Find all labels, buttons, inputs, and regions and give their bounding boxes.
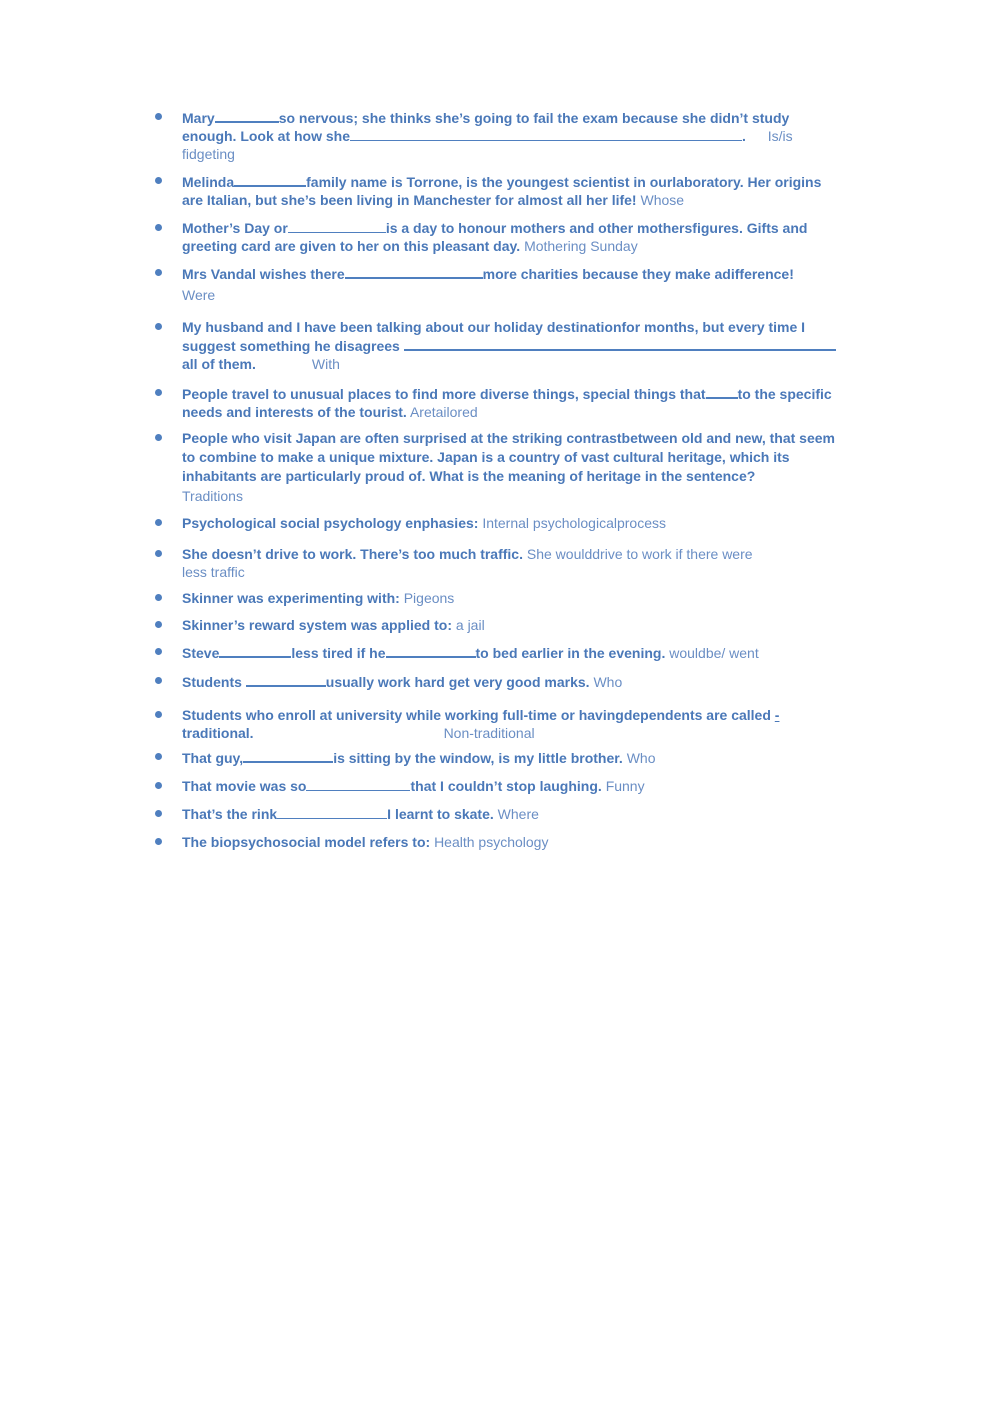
bullet-icon: [155, 838, 162, 845]
bullet-icon: [155, 711, 162, 718]
question-text: usually work hard get very good marks.: [325, 674, 590, 690]
question-text: is a day to honour mothers and other mothersfigures. Gifts and greeting card are given to her on this pleasant day.: [182, 220, 808, 254]
bullet-icon: [155, 323, 162, 330]
list-item: [182, 108, 842, 163]
question-list: [182, 108, 842, 851]
list-item: [182, 429, 842, 506]
question-text: Students: [182, 674, 242, 690]
list-item: [182, 318, 842, 373]
answer-text: Funny: [605, 778, 645, 794]
question-text: .: [742, 128, 746, 144]
list-item: [182, 777, 842, 795]
bullet-icon: [155, 269, 162, 276]
answer-blank: [345, 264, 483, 279]
list-item: [182, 748, 842, 767]
answer-text: She woulddrive to work if there were less traffic: [182, 546, 753, 580]
list-item: [182, 264, 842, 307]
answer-text: Whose: [640, 192, 685, 208]
answer-text: Is/is fidgeting: [182, 128, 793, 162]
question-text: Melinda: [182, 174, 235, 190]
list-item: [182, 172, 842, 209]
answer-blank: [215, 108, 279, 123]
answer-text: Pigeons: [403, 590, 455, 606]
answer-blank: [706, 384, 738, 399]
list-item: [182, 616, 842, 634]
bullet-icon: [155, 782, 162, 789]
answer-text: Aretailored: [409, 404, 478, 420]
question-text: My husband and I have been talking about our holiday destinationfor months, but every time I suggest something he disagrees: [182, 319, 806, 354]
question-text: Mother’s Day or: [182, 220, 288, 236]
answer-text: Were: [182, 287, 216, 303]
bullet-icon: [155, 648, 162, 655]
question-text: Psychological social psychology enphasies:: [182, 515, 479, 531]
question-text: That’s the rink: [182, 806, 278, 822]
answer-blank: [243, 748, 333, 763]
answer-text: With: [311, 356, 340, 372]
bullet-icon: [155, 594, 162, 601]
list-item: [182, 545, 842, 581]
answer-text: Who: [626, 750, 656, 766]
bullet-icon: [155, 519, 162, 526]
answer-blank: [350, 127, 742, 141]
question-text: People who visit Japan are often surprised at the striking contrastbetween old and new, that seem to combine to make a unique mixture. Japan is a country of vast cultural heritage, which its inhabitants are particularly proud of. What is the meaning of heritage in the sentence?: [182, 430, 835, 484]
list-item: [182, 219, 842, 255]
list-item: [182, 589, 842, 607]
question-text: to bed earlier in the evening.: [475, 645, 666, 661]
question-text: traditional.: [182, 725, 254, 741]
list-item: [182, 643, 842, 662]
list-item: [182, 384, 842, 421]
question-text: that I couldn’t stop laughing.: [410, 778, 602, 794]
answer-blank: [306, 777, 410, 791]
answer-blank: [288, 219, 386, 233]
list-item: [182, 514, 842, 532]
bullet-icon: [155, 224, 162, 231]
bullet-icon: [155, 113, 162, 120]
question-text: -: [774, 707, 780, 723]
list-item: [182, 833, 842, 851]
answer-blank: [234, 172, 306, 187]
bullet-icon: [155, 753, 162, 760]
answer-text: Where: [497, 806, 539, 822]
question-text: all of them.: [182, 356, 256, 372]
question-text: Skinner’s reward system was applied to:: [182, 617, 452, 633]
bullet-icon: [155, 621, 162, 628]
answer-blank: [277, 805, 387, 819]
answer-text: Who: [593, 674, 623, 690]
bullet-icon: [155, 389, 162, 396]
question-text: more charities because they make adifference!: [482, 266, 794, 282]
question-text: to the specific needs and interests of the tourist.: [182, 386, 832, 420]
answer-text: Non-traditional: [443, 725, 535, 741]
question-text: family name is Torrone, is the youngest scientist in ourlaboratory. Her origins are Italian, but she’s been living in Manchester for almost all her life!: [182, 174, 822, 208]
question-text: Skinner was experimenting with:: [182, 590, 400, 606]
answer-blank: [246, 672, 326, 687]
answer-text: Internal psychologicalprocess: [482, 515, 666, 531]
bullet-icon: [155, 810, 162, 817]
bullet-icon: [155, 434, 162, 441]
question-text: Steve: [182, 645, 220, 661]
list-item: [182, 706, 842, 742]
question-text: is sitting by the window, is my little brother.: [333, 750, 623, 766]
question-text: less tired if he: [291, 645, 386, 661]
question-text: so nervous; she thinks she’s going to fail the exam because she didn’t study enough. Look at how she: [182, 110, 790, 144]
question-text: That movie was so: [182, 778, 307, 794]
question-text: That guy,: [182, 750, 244, 766]
answer-blank: [219, 643, 291, 658]
question-text: I learnt to skate.: [387, 806, 494, 822]
answer-blank: [386, 643, 476, 658]
question-text: Mrs Vandal wishes there: [182, 266, 345, 282]
list-item: [182, 672, 842, 691]
question-text: Mary: [182, 110, 215, 126]
answer-blank: [404, 336, 836, 351]
answer-text: Mothering Sunday: [524, 238, 638, 254]
answer-text: wouldbe/ went: [669, 645, 759, 661]
question-text: People travel to unusual places to find more diverse things, special things that: [182, 386, 706, 402]
question-text: She doesn’t drive to work. There’s too much traffic.: [182, 546, 523, 562]
answer-text: Health psychology: [434, 834, 549, 850]
bullet-icon: [155, 677, 162, 684]
question-text: Students who enroll at university while working full-time or havingdependents are called: [182, 707, 771, 723]
list-item: [182, 805, 842, 823]
answer-text: a jail: [455, 617, 485, 633]
bullet-icon: [155, 550, 162, 557]
question-text: The biopsychosocial model refers to:: [182, 834, 431, 850]
answer-text: Traditions: [182, 488, 243, 504]
bullet-icon: [155, 177, 162, 184]
